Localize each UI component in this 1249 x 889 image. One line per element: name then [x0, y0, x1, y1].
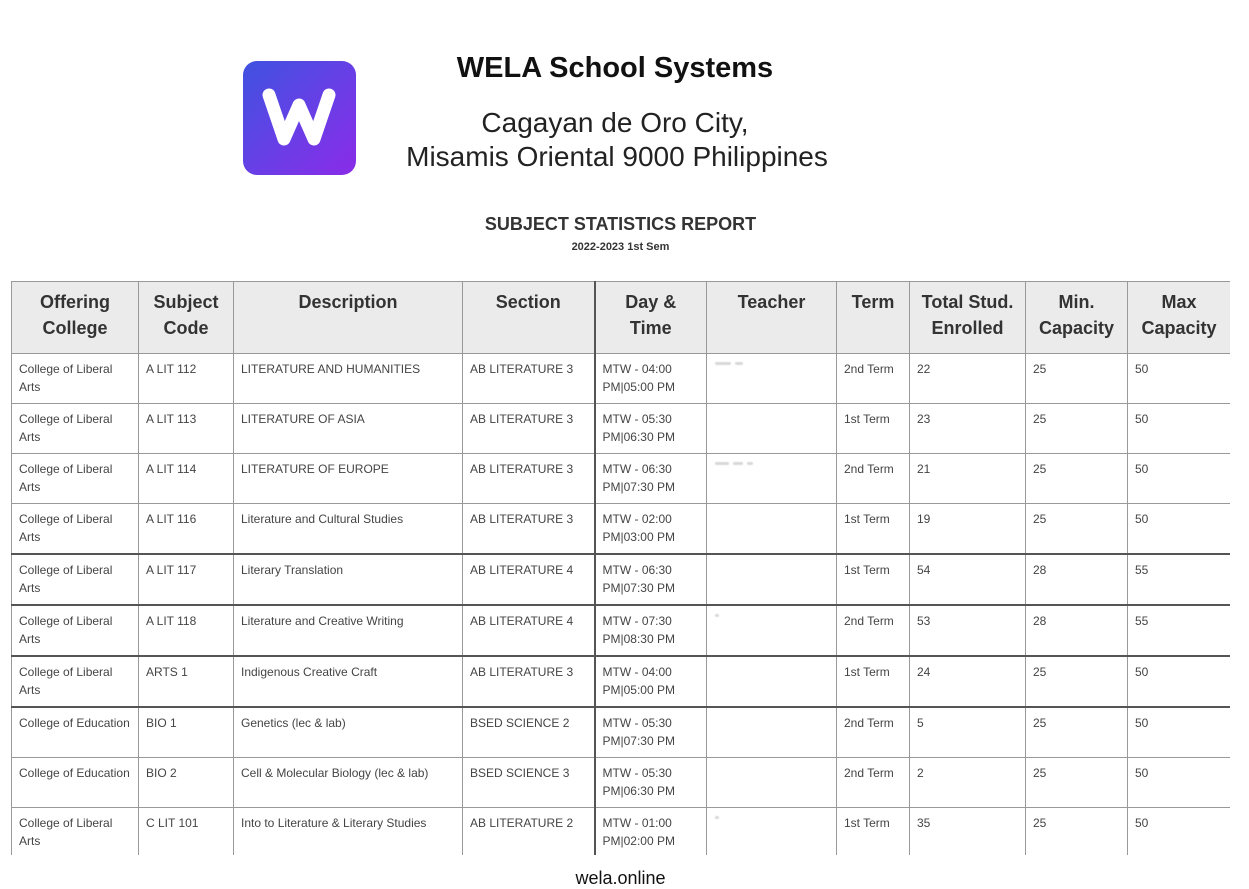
cell-max-capacity: 50 — [1128, 404, 1231, 454]
cell-day-time: MTW - 07:30 PM|08:30 PM — [595, 605, 707, 656]
cell-min-capacity: 25 — [1026, 504, 1128, 555]
cell-total-enrolled: 24 — [910, 656, 1026, 707]
cell-max-capacity: 50 — [1128, 656, 1231, 707]
redacted-teacher-mark — [715, 816, 719, 819]
cell-day-time: MTW - 04:00 PM|05:00 PM — [595, 656, 707, 707]
cell-offering-college: College of Liberal Arts — [12, 656, 139, 707]
column-header-text: Offering — [40, 292, 110, 312]
cell-max-capacity: 50 — [1128, 454, 1231, 504]
cell-max-capacity: 55 — [1128, 605, 1231, 656]
cell-term: 2nd Term — [837, 758, 910, 808]
footer-site: wela.online — [575, 868, 666, 888]
cell-day-time: MTW - 05:30 PM|06:30 PM — [595, 758, 707, 808]
column-header-text: Capacity — [1038, 318, 1115, 338]
cell-subject-code: A LIT 118 — [139, 605, 234, 656]
cell-offering-college: College of Liberal Arts — [12, 404, 139, 454]
table-row[interactable] — [12, 554, 1231, 605]
cell-teacher — [707, 454, 837, 504]
table-row[interactable] — [12, 504, 1231, 555]
cell-day-time: MTW - 06:30 PM|07:30 PM — [595, 554, 707, 605]
cell-max-capacity: 55 — [1128, 554, 1231, 605]
cell-teacher — [707, 758, 837, 808]
column-header-day-time — [595, 282, 707, 354]
column-header-text: Enrolled — [931, 318, 1004, 338]
column-header-text: Teacher — [737, 292, 806, 312]
cell-min-capacity: 25 — [1026, 808, 1128, 856]
cell-description: Literature and Creative Writing — [234, 605, 463, 656]
column-header-text: Code — [163, 318, 209, 338]
redacted-teacher-mark — [733, 462, 743, 465]
address-line-1: Cagayan de Oro City, — [481, 107, 749, 138]
table-row[interactable] — [12, 656, 1231, 707]
cell-section: BSED SCIENCE 3 — [463, 758, 595, 808]
column-header-max-capacity — [1128, 282, 1231, 354]
cell-total-enrolled: 2 — [910, 758, 1026, 808]
cell-section: BSED SCIENCE 2 — [463, 707, 595, 758]
cell-description: Literary Translation — [234, 554, 463, 605]
column-header-text: Total Stud. — [921, 292, 1014, 312]
cell-teacher — [707, 504, 837, 555]
cell-day-time: MTW - 02:00 PM|03:00 PM — [595, 504, 707, 555]
cell-term: 1st Term — [837, 404, 910, 454]
cell-description: Cell & Molecular Biology (lec & lab) — [234, 758, 463, 808]
cell-term: 1st Term — [837, 504, 910, 555]
table-row[interactable] — [12, 354, 1231, 404]
cell-offering-college: College of Liberal Arts — [12, 504, 139, 555]
cell-section: AB LITERATURE 3 — [463, 454, 595, 504]
column-header-text: Section — [495, 292, 561, 312]
cell-max-capacity: 50 — [1128, 758, 1231, 808]
cell-description: LITERATURE OF ASIA — [234, 404, 463, 454]
redacted-teacher-mark — [747, 462, 753, 465]
cell-max-capacity: 50 — [1128, 504, 1231, 555]
cell-teacher — [707, 656, 837, 707]
school-logo — [243, 61, 356, 175]
cell-subject-code: A LIT 112 — [139, 354, 234, 404]
redacted-teacher-mark — [715, 614, 719, 617]
address-line-2: Misamis Oriental 9000 Philippines — [406, 141, 828, 172]
cell-description: Literature and Cultural Studies — [234, 504, 463, 555]
cell-description: Genetics (lec & lab) — [234, 707, 463, 758]
table-row[interactable] — [12, 404, 1231, 454]
cell-term: 2nd Term — [837, 605, 910, 656]
cell-subject-code: A LIT 116 — [139, 504, 234, 555]
cell-total-enrolled: 19 — [910, 504, 1026, 555]
cell-subject-code: A LIT 114 — [139, 454, 234, 504]
column-header-total-enrolled — [910, 282, 1026, 354]
cell-offering-college: College of Liberal Arts — [12, 354, 139, 404]
column-header-text: Day & — [625, 292, 677, 312]
cell-section: AB LITERATURE 3 — [463, 504, 595, 555]
subject-statistics-table — [11, 281, 1230, 855]
column-header-offering-college — [12, 282, 139, 354]
cell-subject-code: BIO 2 — [139, 758, 234, 808]
cell-total-enrolled: 54 — [910, 554, 1026, 605]
redacted-teacher-mark — [735, 362, 743, 365]
column-header-text: Capacity — [1141, 318, 1217, 338]
report-subtitle: 2022-2023 1st Sem — [571, 241, 670, 253]
cell-max-capacity: 50 — [1128, 808, 1231, 856]
report-title: SUBJECT STATISTICS REPORT — [484, 214, 757, 234]
cell-max-capacity: 50 — [1128, 707, 1231, 758]
table-row[interactable] — [12, 605, 1231, 656]
cell-section: AB LITERATURE 2 — [463, 808, 595, 856]
cell-teacher — [707, 707, 837, 758]
cell-offering-college: College of Liberal Arts — [12, 454, 139, 504]
column-header-text: Max — [1161, 292, 1197, 312]
cell-day-time: MTW - 05:30 PM|07:30 PM — [595, 707, 707, 758]
column-header-min-capacity — [1026, 282, 1128, 354]
school-name: WELA School Systems — [456, 52, 774, 84]
cell-term: 1st Term — [837, 554, 910, 605]
cell-day-time: MTW - 05:30 PM|06:30 PM — [595, 404, 707, 454]
column-header-text: Term — [851, 292, 895, 312]
table-header-row — [12, 282, 1231, 354]
cell-min-capacity: 28 — [1026, 605, 1128, 656]
cell-min-capacity: 28 — [1026, 554, 1128, 605]
cell-total-enrolled: 21 — [910, 454, 1026, 504]
column-header-text: Description — [298, 292, 398, 312]
cell-teacher — [707, 404, 837, 454]
cell-subject-code: BIO 1 — [139, 707, 234, 758]
column-header-subject-code — [139, 282, 234, 354]
table-row[interactable] — [12, 707, 1231, 758]
cell-section: AB LITERATURE 4 — [463, 605, 595, 656]
column-header-text: Subject — [153, 292, 219, 312]
subject-statistics-table-container[interactable] — [11, 281, 1230, 855]
cell-section: AB LITERATURE 3 — [463, 404, 595, 454]
cell-term: 2nd Term — [837, 707, 910, 758]
table-row[interactable] — [12, 758, 1231, 808]
cell-min-capacity: 25 — [1026, 354, 1128, 404]
cell-day-time: MTW - 06:30 PM|07:30 PM — [595, 454, 707, 504]
table-row[interactable] — [12, 454, 1231, 504]
table-body — [12, 354, 1231, 856]
table-row[interactable] — [12, 808, 1231, 856]
cell-min-capacity: 25 — [1026, 404, 1128, 454]
column-header-description — [234, 282, 463, 354]
redacted-teacher-mark — [715, 362, 731, 365]
column-header-term — [837, 282, 910, 354]
redacted-teacher-mark — [715, 462, 729, 465]
cell-total-enrolled: 53 — [910, 605, 1026, 656]
cell-min-capacity: 25 — [1026, 454, 1128, 504]
cell-min-capacity: 25 — [1026, 656, 1128, 707]
cell-teacher — [707, 808, 837, 856]
cell-term: 1st Term — [837, 656, 910, 707]
cell-section: AB LITERATURE 4 — [463, 554, 595, 605]
cell-description: LITERATURE OF EUROPE — [234, 454, 463, 504]
cell-subject-code: ARTS 1 — [139, 656, 234, 707]
cell-day-time: MTW - 01:00 PM|02:00 PM — [595, 808, 707, 856]
column-header-text: College — [42, 318, 108, 338]
cell-description: Indigenous Creative Craft — [234, 656, 463, 707]
cell-min-capacity: 25 — [1026, 707, 1128, 758]
cell-total-enrolled: 23 — [910, 404, 1026, 454]
cell-offering-college: College of Liberal Arts — [12, 808, 139, 856]
cell-total-enrolled: 22 — [910, 354, 1026, 404]
w-logo-icon — [243, 61, 356, 175]
cell-offering-college: College of Liberal Arts — [12, 605, 139, 656]
cell-subject-code: A LIT 117 — [139, 554, 234, 605]
cell-term: 1st Term — [837, 808, 910, 856]
cell-teacher — [707, 354, 837, 404]
cell-total-enrolled: 5 — [910, 707, 1026, 758]
cell-max-capacity: 50 — [1128, 354, 1231, 404]
cell-day-time: MTW - 04:00 PM|05:00 PM — [595, 354, 707, 404]
cell-teacher — [707, 554, 837, 605]
cell-offering-college: College of Education — [12, 707, 139, 758]
cell-subject-code: A LIT 113 — [139, 404, 234, 454]
cell-section: AB LITERATURE 3 — [463, 354, 595, 404]
cell-subject-code: C LIT 101 — [139, 808, 234, 856]
cell-description: LITERATURE AND HUMANITIES — [234, 354, 463, 404]
cell-term: 2nd Term — [837, 454, 910, 504]
cell-description: Into to Literature & Literary Studies — [234, 808, 463, 856]
cell-min-capacity: 25 — [1026, 758, 1128, 808]
cell-section: AB LITERATURE 3 — [463, 656, 595, 707]
cell-teacher — [707, 605, 837, 656]
column-header-section — [463, 282, 595, 354]
cell-total-enrolled: 35 — [910, 808, 1026, 856]
cell-offering-college: College of Education — [12, 758, 139, 808]
column-header-teacher — [707, 282, 837, 354]
cell-term: 2nd Term — [837, 354, 910, 404]
column-header-text: Time — [629, 318, 672, 338]
column-header-text: Min. — [1058, 292, 1095, 312]
cell-offering-college: College of Liberal Arts — [12, 554, 139, 605]
